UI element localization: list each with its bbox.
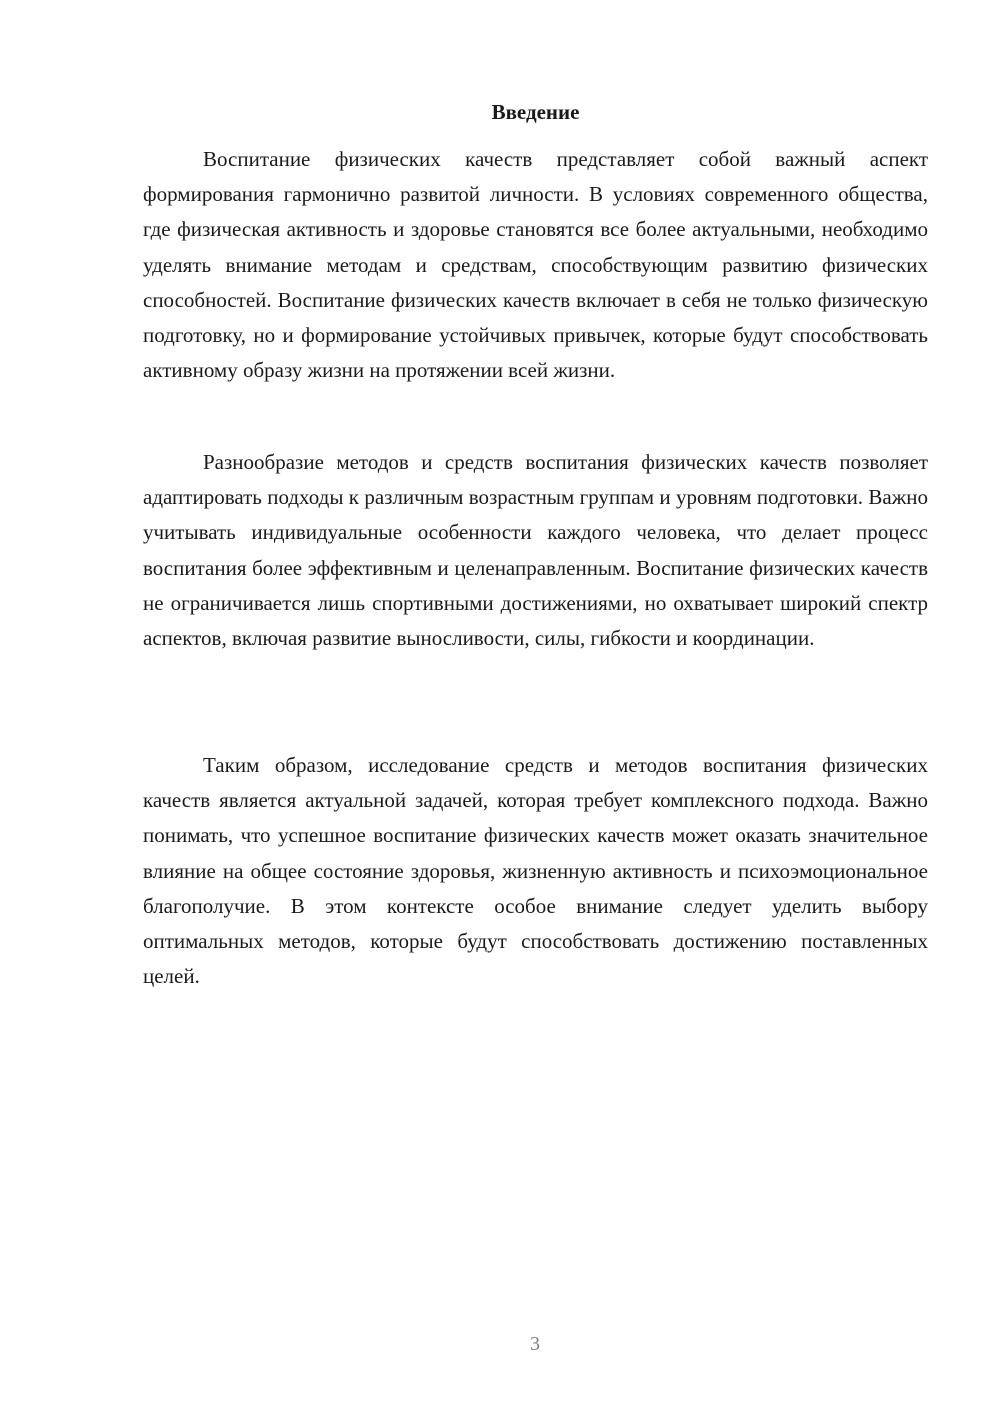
section-heading: Введение xyxy=(491,100,580,124)
page-number: 3 xyxy=(530,1333,540,1355)
paragraph-2: Разнообразие методов и средств воспитания физических качеств позволяет адаптировать подходы к различным возрастным группам и уровням подготовки. Важно учитывать индивидуальные особенности каждого человека, что делает процесс воспитания более эффективным и целенаправленным. Воспитание физических качеств не ограничивается лишь спортивными достижениями, но охватывает широкий спектр аспектов, включая развитие выносливости, силы, гибкости и координации. xyxy=(143,450,928,651)
paragraph-1: Воспитание физических качеств представляет собой важный аспект формирования гармонично развитой личности. В условиях современного общества, где физическая активность и здоровье становятся все более актуальными, необходимо уделять внимание методам и средствам, способствующим развитию физических способностей. Воспитание физических качеств включает в себя не только физическую подготовку, но и формирование устойчивых привычек, которые будут способствовать активному образу жизни на протяжении всей жизни. xyxy=(143,147,928,383)
paragraph-3: Таким образом, исследование средств и методов воспитания физических качеств является актуальной задачей, которая требует комплексного подхода. Важно понимать, что успешное воспитание физических качеств может оказать значительное влияние на общее состояние здоровья, жизненную активность и психоэмоциональное благополучие. В этом контексте особое внимание следует уделить выбору оптимальных методов, которые будут способствовать достижению поставленных целей. xyxy=(143,753,928,989)
